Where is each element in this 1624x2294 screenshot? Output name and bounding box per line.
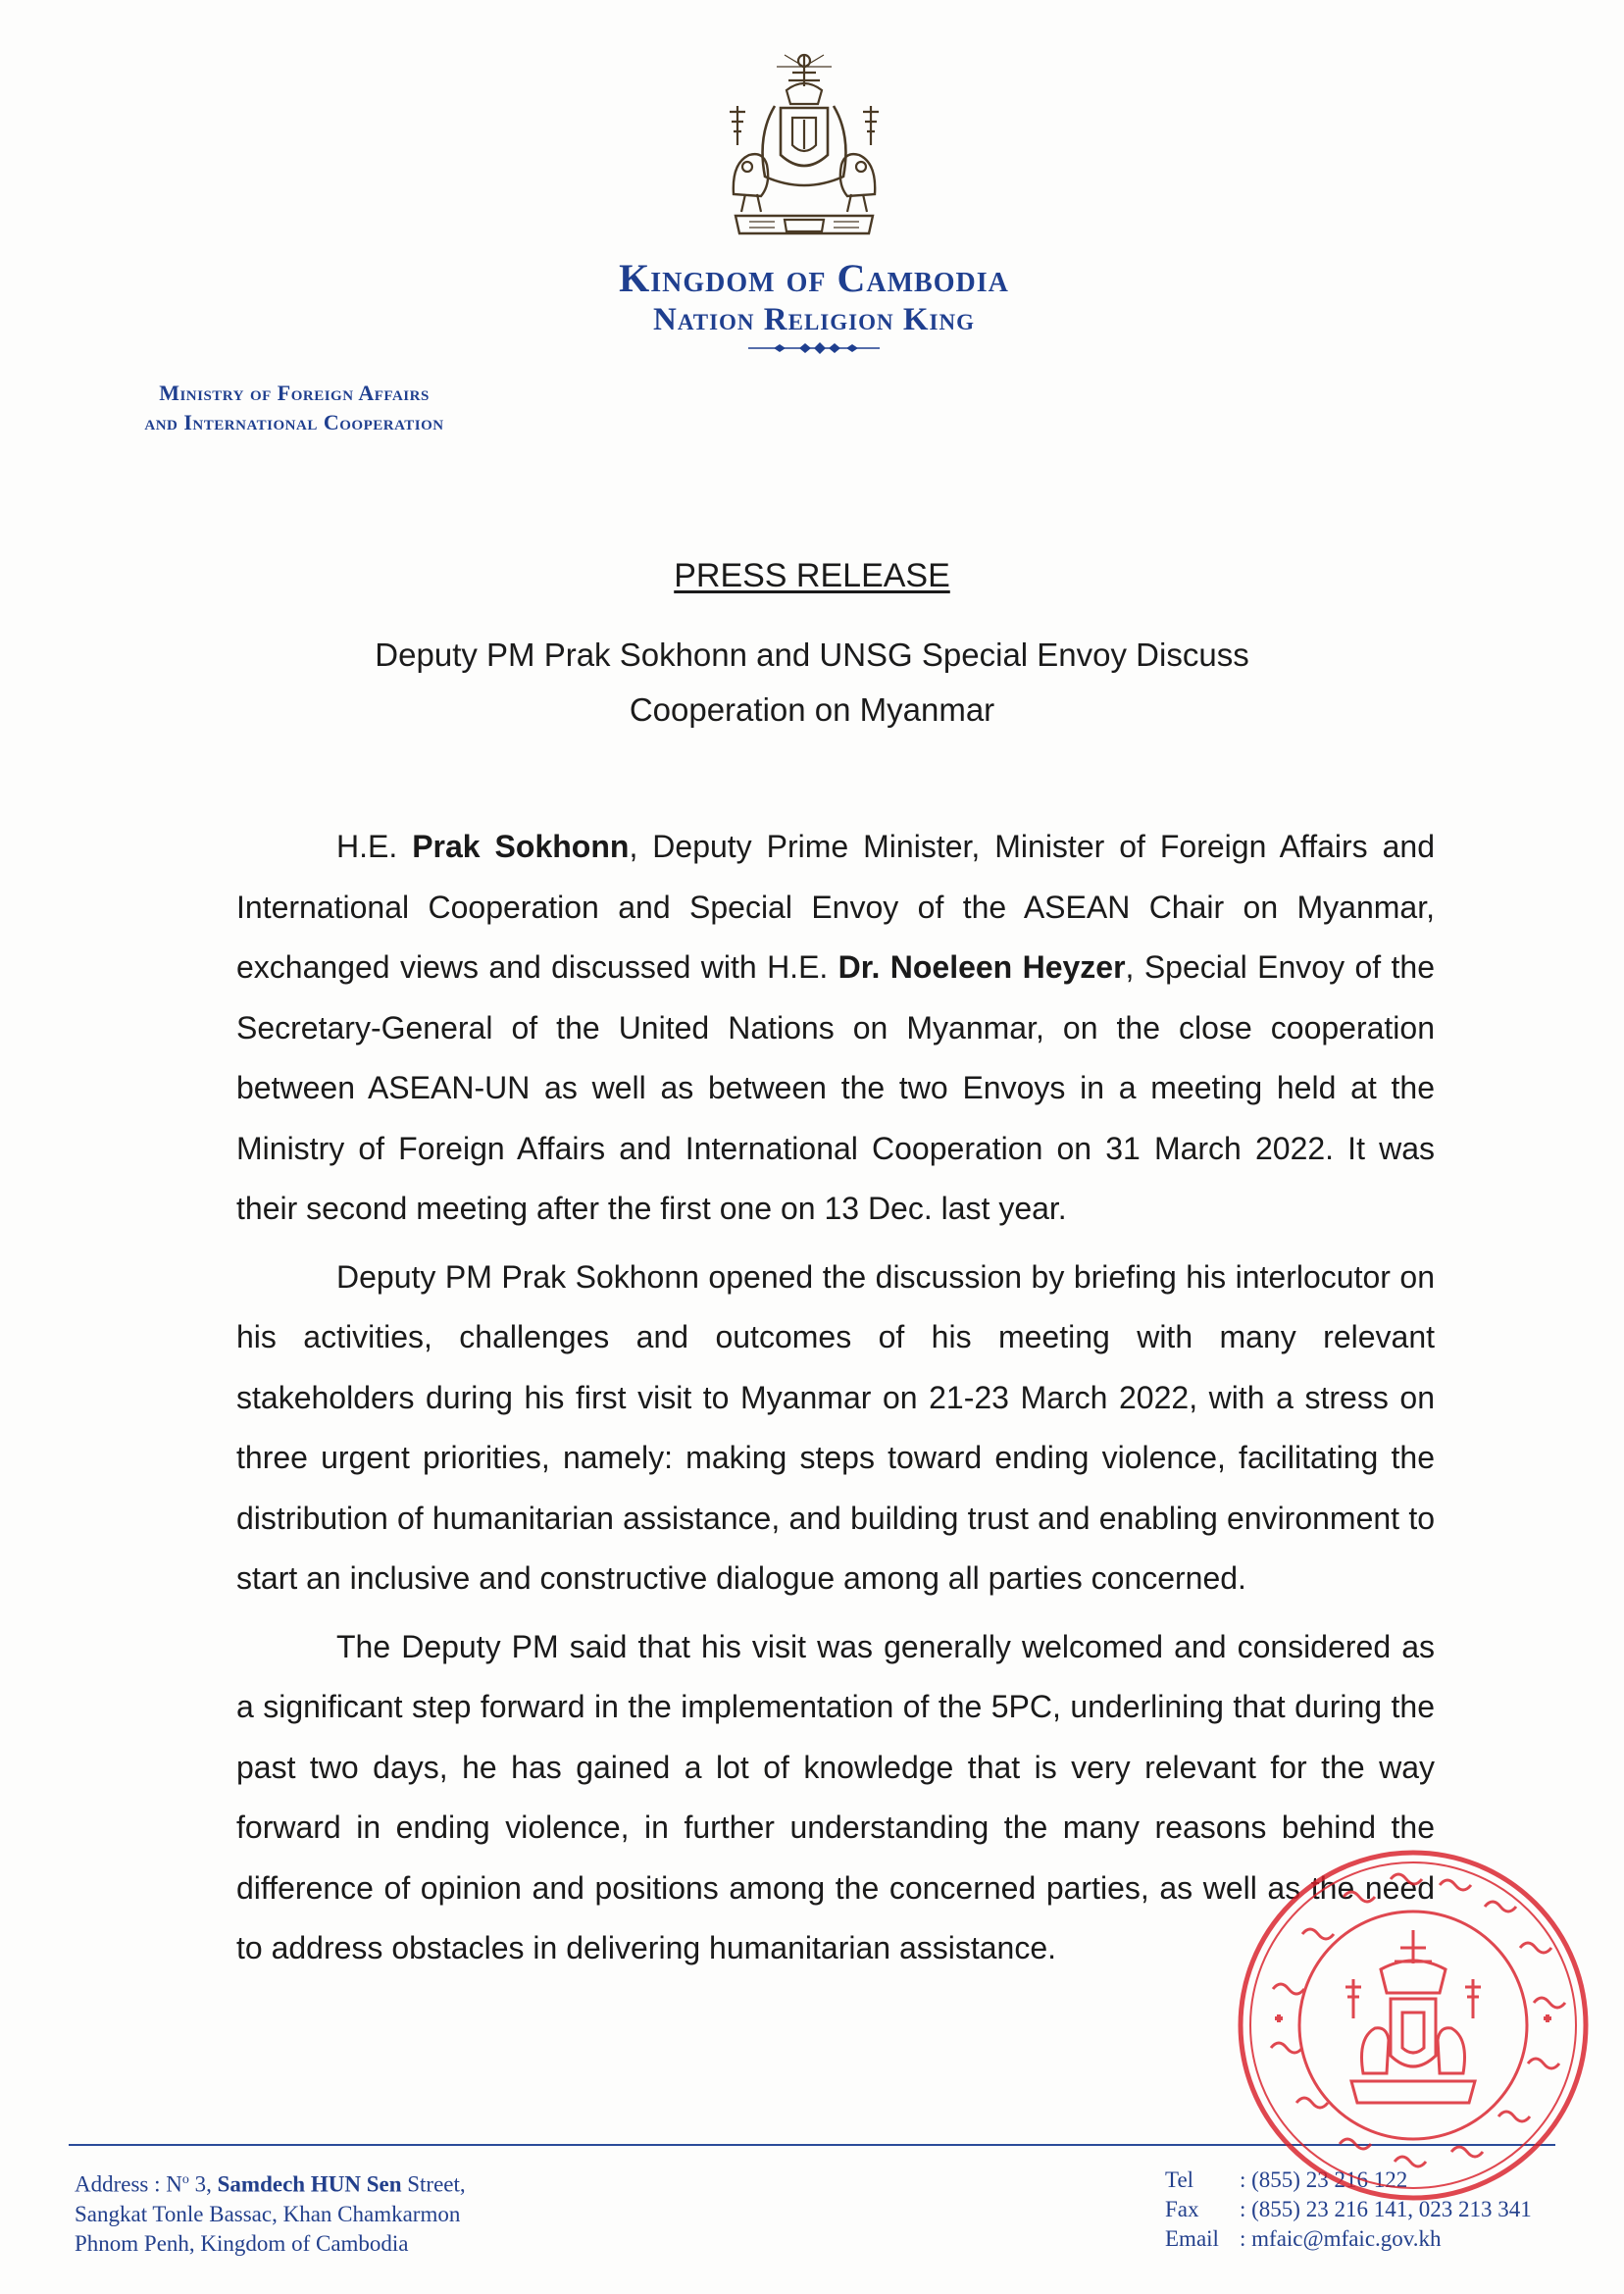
p1-name-noeleen-heyzer: Dr. Noeleen Heyzer xyxy=(837,949,1126,985)
address-prefix: Address : N xyxy=(75,2171,182,2197)
p1-name-prak-sokhonn: Prak Sokhonn xyxy=(412,829,630,864)
royal-coat-of-arms-icon xyxy=(706,47,902,243)
press-release-label: PRESS RELEASE xyxy=(674,557,950,594)
headline xyxy=(294,628,1330,738)
address-street-name: Samdech HUN Sen xyxy=(217,2171,402,2197)
tel-label: Tel xyxy=(1165,2167,1194,2192)
p1-part-a: H.E. xyxy=(336,829,413,864)
ministry-line-1: Ministry of Foreign Affairs xyxy=(159,381,430,405)
headline-line-2: Cooperation on Myanmar xyxy=(629,691,995,728)
address-superscript: o xyxy=(181,2172,189,2187)
p1-part-c: , Special Envoy of the Secretary-General of the United Nations on Myanmar, on the close cooperation between ASEAN-UN as well as between the two Envoys in a meeting held at the Ministry of Foreign Affairs and International Cooperation on 31 March 2022. It was their second meeting after the first one on 13 Dec. last year. xyxy=(236,949,1435,1226)
headline-line-1: Deputy PM Prak Sokhonn and UNSG Special Envoy Discuss xyxy=(375,637,1249,673)
fax-value: : (855) 23 216 141, 023 213 341 xyxy=(1240,2197,1532,2221)
ministry-line-2: and International Cooperation xyxy=(144,410,444,434)
address-number: 3, xyxy=(188,2171,218,2197)
fax-label: Fax xyxy=(1165,2197,1199,2221)
contact-email xyxy=(1165,2224,1577,2254)
official-seal-stamp-icon xyxy=(1234,1846,1593,2205)
body-text xyxy=(236,817,1435,1987)
address-street-suffix: Street, xyxy=(401,2171,466,2197)
p1-part-b: , Deputy Prime Minister, Minister of Foreign Affairs and International Cooperation and Special Envoy of the ASEAN Chair on Myanmar, exchanged views and discussed with H.E. xyxy=(236,829,1436,985)
paragraph-1 xyxy=(236,817,1435,1240)
ornament-divider-icon xyxy=(740,341,888,355)
tel-value: : (855) 23 216 122 xyxy=(1240,2167,1408,2192)
country-title: Kingdom of Cambodia xyxy=(619,256,1009,300)
paragraph-3: The Deputy PM said that his visit was generally welcomed and considered as a significant step forward in the implementation of the 5PC, underlining that during the past two days, he has gained a lot of knowledge that is very relevant for the way forward in ending violence, in further understanding the many reasons behind the difference of opinion and positions among the concerned parties, as well as the need to address obstacles in delivering humanitarian assistance. xyxy=(236,1628,1435,1965)
email-label: Email xyxy=(1165,2226,1219,2251)
address-line-3: Phnom Penh, Kingdom of Cambodia xyxy=(75,2230,409,2256)
paragraph-2: Deputy PM Prak Sokhonn opened the discussion by briefing his interlocutor on his activities, challenges and outcomes of his meeting with many relevant stakeholders during his first visit to Myanmar on 21-23 March 2022, with a stress on three urgent priorities, namely: making steps toward ending violence, facilitating the distribution of humanitarian assistance, and building trust and enabling environment to start an inclusive and constructive dialogue among all parties concerned. xyxy=(236,1258,1435,1596)
ministry-name xyxy=(69,379,520,437)
kingdom-header xyxy=(431,257,1196,355)
footer-address xyxy=(75,2166,663,2259)
address-line-2: Sangkat Tonle Bassac, Khan Chamkarmon xyxy=(75,2201,461,2226)
address-line-1 xyxy=(75,2166,663,2200)
national-motto: Nation Religion King xyxy=(653,302,975,337)
email-value: : mfaic@mfaic.gov.kh xyxy=(1240,2226,1442,2251)
